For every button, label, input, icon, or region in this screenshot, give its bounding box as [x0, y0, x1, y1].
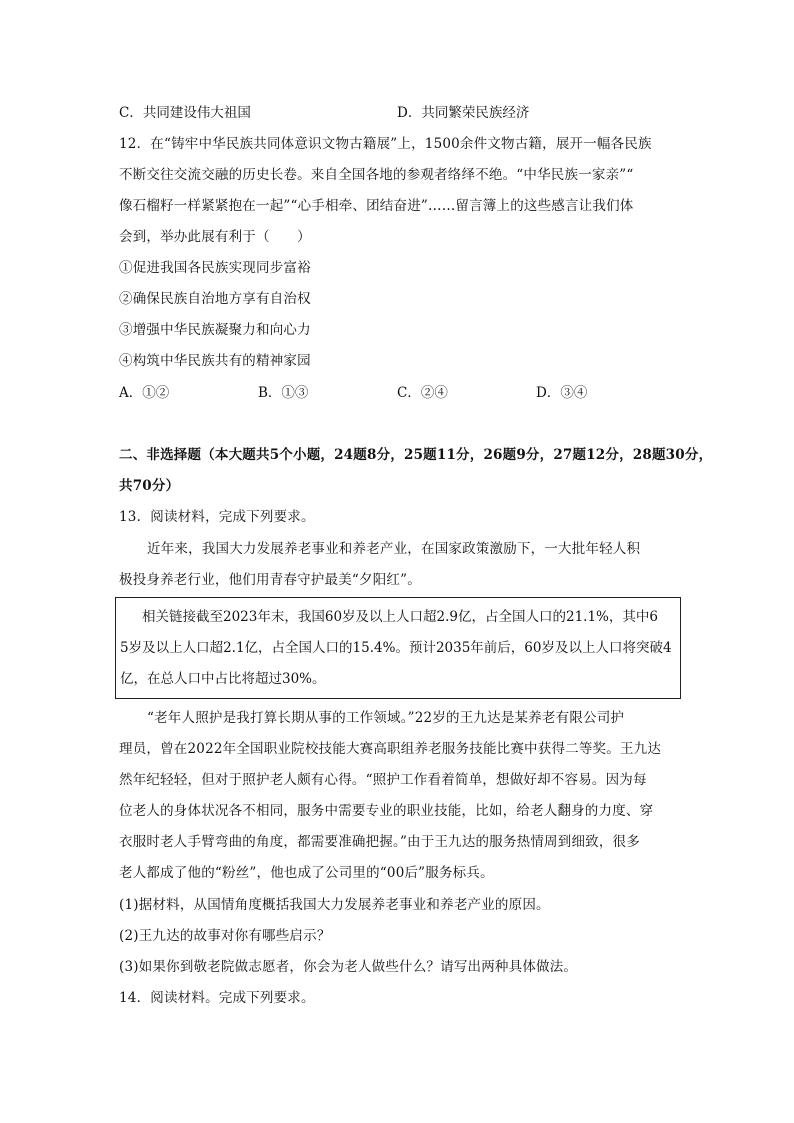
q13-subquestion-3: (3)如果你到敬老院做志愿者，你会为老人做些什么？请写出两种具体做法。 — [119, 959, 578, 975]
q12-choice-b: B．①③ — [258, 385, 309, 401]
q12-choice-a: A．①② — [119, 385, 170, 401]
q12-statement-3: ③增强中华民族凝聚力和向心力 — [119, 322, 311, 338]
option-d: D．共同繁荣民族经济 — [397, 105, 530, 121]
q13-subquestion-2: (2)王九达的故事对你有哪些启示？ — [119, 928, 331, 944]
q12-choice-d: D．③④ — [536, 385, 588, 401]
q12-line-2: 不断交往交流交融的历史长卷。来自全国各地的参观者络绎不绝。“中华民族一家亲”“ — [119, 167, 634, 183]
q12-statement-1: ①促进我国各民族实现同步富裕 — [119, 260, 311, 276]
q13-para2-line-4: 位老人的身体状况各不相同，服务中需要专业的职业技能，比如，给老人翻身的力度、穿 — [119, 803, 654, 819]
q13-heading: 13．阅读材料，完成下列要求。 — [119, 509, 315, 525]
q13-subquestion-1: (1)据材料，从国情角度概括我国大力发展养老事业和养老产业的原因。 — [119, 897, 550, 913]
box-line-3: 亿，在总人口中占比将超过30%。 — [120, 671, 326, 687]
q13-para1-line-2: 极投身养老行业，他们用青春守护最美“夕阳红”。 — [119, 572, 421, 588]
q13-para2-line-3: 然年纪轻轻，但对于照护老人颇有心得。“照护工作看着简单，想做好却不容易。因为每 — [119, 772, 647, 788]
section2-title-line-1: 二、非选择题（本大题共5个小题，24题8分，25题11分，26题9分，27题12分，28题30分， — [119, 447, 713, 463]
q13-para2-line-1: “老年人照护是我打算长期从事的工作领域。”22岁的王九达是某养老有限公司护 — [147, 710, 625, 726]
related-link-box — [115, 597, 681, 699]
q12-line-3: 像石榴籽一样紧紧抱在一起”“心手相牵、团结奋进”……留言簿上的这些感言让我们体 — [119, 198, 634, 214]
q12-choice-c: C．②④ — [397, 385, 448, 401]
q12-statement-2: ②确保民族自治地方享有自治权 — [119, 291, 311, 307]
q14-heading: 14．阅读材料。完成下列要求。 — [119, 990, 315, 1006]
q13-para2-line-6: 老人都成了他的“粉丝”，他也成了公司里的“00后”服务标兵。 — [119, 865, 494, 881]
q13-para1-line-1: 近年来，我国大力发展养老事业和养老产业，在国家政策激励下，一大批年轻人积 — [147, 541, 641, 557]
q13-para2-line-2: 理员，曾在2022年全国职业院校技能大赛高职组养老服务技能比赛中获得二等奖。王九达 — [119, 741, 662, 757]
q12-line-4: 会到，举办此展有利于（ ） — [119, 229, 311, 245]
option-c: C．共同建设伟大祖国 — [119, 105, 251, 121]
box-line-2: 5岁及以上人口超2.1亿，占全国人口的15.4%。预计2035年前后，60岁及以上人口将突破4 — [120, 640, 672, 656]
q12-line-1: 12．在“铸牢中华民族共同体意识文物古籍展”上，1500余件文物古籍，展开一幅各民族 — [119, 136, 652, 152]
q12-statement-4: ④构筑中华民族共有的精神家园 — [119, 353, 311, 369]
box-line-1: 相关链接截至2023年末，我国60岁及以上人口超2.9亿，占全国人口的21.1%，其中6 — [142, 609, 658, 625]
q13-para2-line-5: 衣服时老人手臂弯曲的角度，都需要准确把握。”由于王九达的服务热情周到细致，很多 — [119, 834, 640, 850]
section2-title-line-2: 共70分） — [119, 478, 180, 494]
